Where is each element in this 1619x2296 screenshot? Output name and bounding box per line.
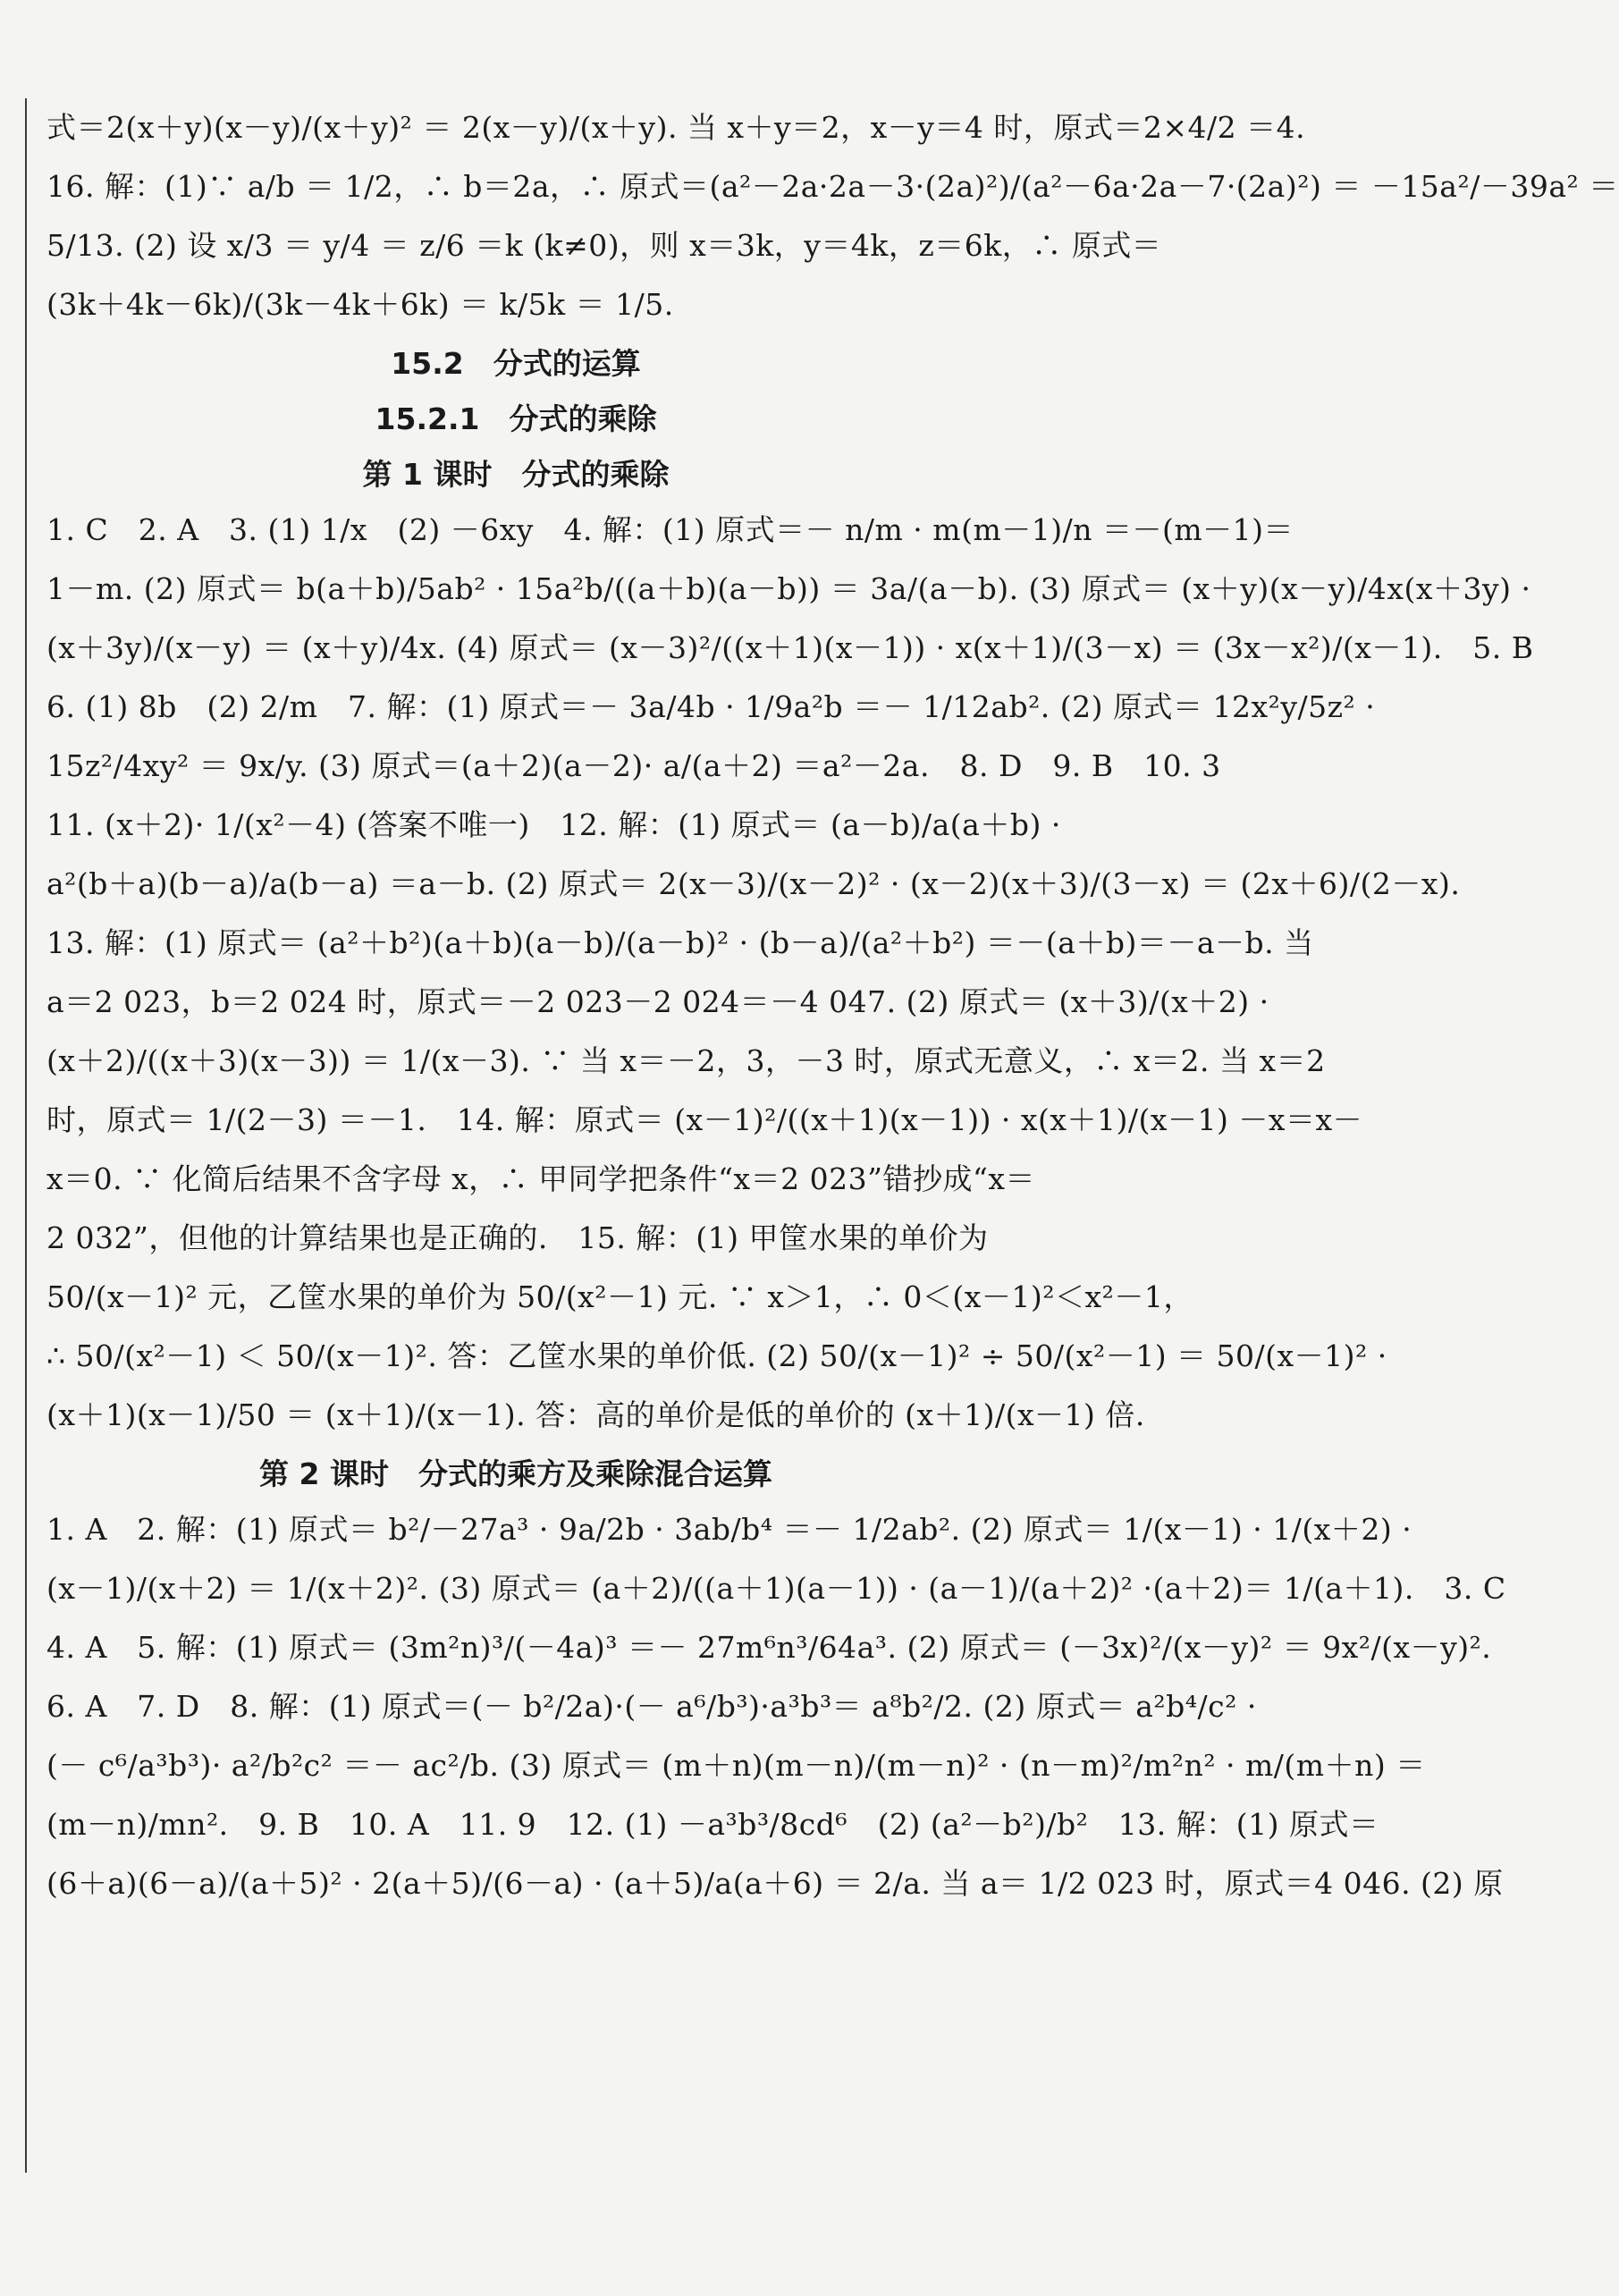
text-line: 式＝2(x＋y)(x－y)/(x＋y)² ＝ 2(x－y)/(x＋y). 当 x＋y＝2，x－y＝4 时，原式＝2×4/2 ＝4. [46, 110, 1306, 145]
section-subtitle: 15.2.1 分式的乘除 [375, 401, 657, 436]
text-line: 6. A 7. D 8. 解：(1) 原式＝(－ b²/2a)·(－ a⁶/b³)·a³b³＝ a⁸b²/2. (2) 原式＝ a²b⁴/c² · [46, 1689, 1257, 1724]
text-line: 1. C 2. A 3. (1) 1/x (2) －6xy 4. 解：(1) 原式＝－ n/m · m(m－1)/n ＝－(m－1)＝ [46, 512, 1294, 547]
lesson-1-lines [46, 508, 1534, 1438]
text-line: 6. (1) 8b (2) 2/m 7. 解：(1) 原式＝－ 3a/4b · 1/9a²b ＝－ 1/12ab². (2) 原式＝ 12x²y/5z² · [46, 689, 1376, 724]
text-line: 时，原式＝ 1/(2－3) ＝－1. 14. 解：原式＝ (x－1)²/((x＋1)(x－1)) · x(x＋1)/(x－1) －x＝x－ [46, 1102, 1363, 1137]
text-line: x＝0. ∵ 化简后结果不含字母 x，∴ 甲同学把条件“x＝2 023”错抄成“x＝ [46, 1161, 1035, 1196]
text-line: ∴ 50/(x²－1) ＜ 50/(x－1)². 答：乙筐水果的单价低. (2) 50/(x－1)² ÷ 50/(x²－1) ＝ 50/(x－1)² · [46, 1338, 1387, 1373]
text-line: (－ c⁶/a³b³)· a²/b²c² ＝－ ac²/b. (3) 原式＝ (m＋n)(m－n)/(m－n)² · (n－m)²/m²n² · m/(m＋n) ＝ [46, 1748, 1426, 1783]
text-line: (x＋1)(x－1)/50 ＝ (x＋1)/(x－1). 答：高的单价是低的单价的 (x＋1)/(x－1) 倍. [46, 1397, 1145, 1432]
text-line: (x－1)/(x＋2) ＝ 1/(x＋2)². (3) 原式＝ (a＋2)/((a＋1)(a－1)) · (a－1)/(a＋2)² ·(a＋2)＝ 1/(a＋1). 3. C [46, 1571, 1506, 1606]
text-line: (x＋3y)/(x－y) ＝ (x＋y)/4x. (4) 原式＝ (x－3)²/((x＋1)(x－1)) · x(x＋1)/(3－x) ＝ (3x－x²)/(x－1). 5. B [46, 630, 1534, 665]
text-line: (6＋a)(6－a)/(a＋5)² · 2(a＋5)/(6－a) · (a＋5)/a(a＋6) ＝ 2/a. 当 a＝ 1/2 023 时，原式＝4 046. (2) 原 [46, 1866, 1504, 1901]
lesson-2-heading: 第 2 课时 分式的乘方及乘除混合运算 [259, 1456, 772, 1491]
text-line: 1. A 2. 解：(1) 原式＝ b²/－27a³ · 9a/2b · 3ab/b⁴ ＝－ 1/2ab². (2) 原式＝ 1/(x－1) · 1/(x＋2) · [46, 1512, 1412, 1547]
top-lines [46, 106, 1619, 327]
text-line: 50/(x－1)² 元，乙筐水果的单价为 50/(x²－1) 元. ∵ x＞1，∴ 0＜(x－1)²＜x²－1， [46, 1279, 1193, 1314]
text-line: (m－n)/mn². 9. B 10. A 11. 9 12. (1) －a³b³/8cd⁶ (2) (a²－b²)/b² 13. 解：(1) 原式＝ [46, 1807, 1379, 1842]
text-line: 1－m. (2) 原式＝ b(a＋b)/5ab² · 15a²b/((a＋b)(a－b)) ＝ 3a/(a－b). (3) 原式＝ (x＋y)(x－y)/4x(x＋3y) · [46, 571, 1531, 606]
text-line: 15z²/4xy² ＝ 9x/y. (3) 原式＝(a＋2)(a－2)· a/(a＋2) ＝a²－2a. 8. D 9. B 10. 3 [46, 748, 1221, 783]
section-title: 15.2 分式的运算 [391, 346, 641, 381]
text-line: 16. 解：(1)∵ a/b ＝ 1/2，∴ b＝2a，∴ 原式＝(a²－2a·2a－3·(2a)²)/(a²－6a·2a－7·(2a)²) ＝ －15a²/－39a² ＝ [46, 169, 1619, 204]
text-line: 5/13. (2) 设 x/3 ＝ y/4 ＝ z/6 ＝k (k≠0)，则 x＝3k，y＝4k，z＝6k，∴ 原式＝ [46, 228, 1162, 263]
left-margin-rule [25, 98, 27, 2173]
text-line: a²(b＋a)(b－a)/a(b－a) ＝a－b. (2) 原式＝ 2(x－3)/(x－2)² · (x－2)(x＋3)/(3－x) ＝ (2x＋6)/(2－x). [46, 866, 1461, 901]
text-line: 4. A 5. 解：(1) 原式＝ (3m²n)³/(－4a)³ ＝－ 27m⁶n³/64a³. (2) 原式＝ (－3x)²/(x－y)² ＝ 9x²/(x－y)². [46, 1630, 1492, 1665]
text-line: a＝2 023，b＝2 024 时，原式＝－2 023－2 024＝－4 047. (2) 原式＝ (x＋3)/(x＋2) · [46, 984, 1269, 1019]
text-line: (x＋2)/((x＋3)(x－3)) ＝ 1/(x－3). ∵ 当 x＝－2，3，－3 时，原式无意义，∴ x＝2. 当 x＝2 [46, 1043, 1326, 1078]
text-line: 13. 解：(1) 原式＝ (a²＋b²)(a＋b)(a－b)/(a－b)² · (b－a)/(a²＋b²) ＝－(a＋b)＝－a－b. 当 [46, 925, 1314, 960]
text-line: (3k＋4k－6k)/(3k－4k＋6k) ＝ k/5k ＝ 1/5. [46, 287, 674, 322]
lesson-2-lines [46, 1507, 1506, 1906]
text-line: 11. (x＋2)· 1/(x²－4) (答案不唯一) 12. 解：(1) 原式＝ (a－b)/a(a＋b) · [46, 807, 1061, 842]
lesson-1-heading: 第 1 课时 分式的乘除 [362, 457, 670, 492]
answer-content [46, 106, 1619, 1920]
text-line: 2 032”，但他的计算结果也是正确的. 15. 解：(1) 甲筐水果的单价为 [46, 1220, 989, 1255]
